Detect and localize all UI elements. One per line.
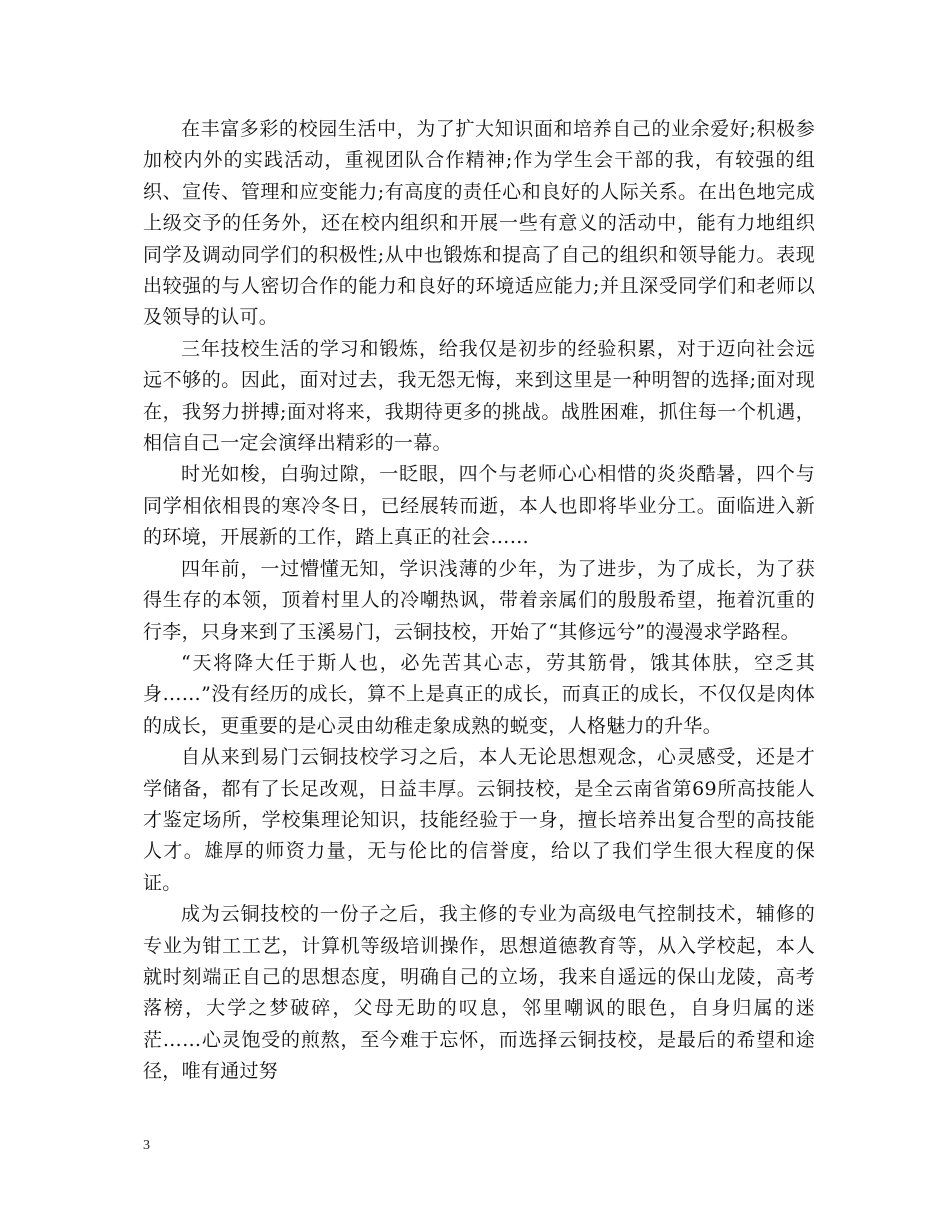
paragraph-7: 成为云铜技校的一份子之后，我主修的专业为高级电气控制技术，辅修的专业为钳工工艺，计算机等级培训操作，思想道德教育等，从入学校起，本人就时刻端正自己的思想态度，明确自己的立场，我来自遥远的保山龙陵，高考落榜，大学之梦破碎，父母无助的叹息，邻里嘲讽的眼色，自身归属的迷茫……心灵饱受的煎熬，至今难于忘怀，而选择云铜技校，是最后的希望和途径，唯有通过努 [143,903,815,1083]
paragraph-4: 四年前，一过懵懂无知，学识浅薄的少年，为了进步，为了成长，为了获得生存的本领，顶着村里人的冷嘲热讽，带着亲属们的殷殷希望，拖着沉重的行李，只身来到了玉溪易门，云铜技校，开始了“其修远兮”的漫漫求学路程。 [143,557,815,643]
paragraph-3: 时光如梭，白驹过隙，一眨眼，四个与老师心心相惜的炎炎酷暑，四个与同学相依相畏的寒冷冬日，已经展转而逝，本人也即将毕业分工。面临进入新的环境，开展新的工作，踏上真正的社会…… [143,463,815,549]
page-number: 3 [143,1138,150,1153]
paragraph-5: “天将降大任于斯人也，必先苦其心志，劳其筋骨，饿其体肤，空乏其身……”没有经历的成长，算不上是真正的成长，而真正的成长，不仅仅是肉体的成长，更重要的是心灵由幼稚走象成熟的蜕变，人格魅力的升华。 [143,651,815,737]
paragraph-2: 三年技校生活的学习和锻炼，给我仅是初步的经验积累，对于迈向社会远远不够的。因此，面对过去，我无怨无悔，来到这里是一种明智的选择;面对现在，我努力拼搏;面对将来，我期待更多的挑战。战胜困难，抓住每一个机遇，相信自己一定会演绎出精彩的一幕。 [143,337,815,455]
document-body [143,114,815,1088]
paragraph-6: 自从来到易门云铜技校学习之后，本人无论思想观念，心灵感受，还是才学储备，都有了长足改观，日益丰厚。云铜技校，是全云南省第69所高技能人才鉴定场所，学校集理论知识，技能经验于一身，擅长培养出复合型的高技能人才。雄厚的师资力量，无与伦比的信誉度，给以了我们学生很大程度的保证。 [143,746,815,894]
paragraph-1: 在丰富多彩的校园生活中，为了扩大知识面和培养自己的业余爱好;积极参加校内外的实践活动，重视团队合作精神;作为学生会干部的我，有较强的组织、宣传、管理和应变能力;有高度的责任心和良好的人际关系。在出色地完成上级交予的任务外，还在校内组织和开展一些有意义的活动中，能有力地组织同学及调动同学们的积极性;从中也锻炼和提高了自己的组织和领导能力。表现出较强的与人密切合作的能力和良好的环境适应能力;并且深受同学们和老师以及领导的认可。 [143,118,815,329]
